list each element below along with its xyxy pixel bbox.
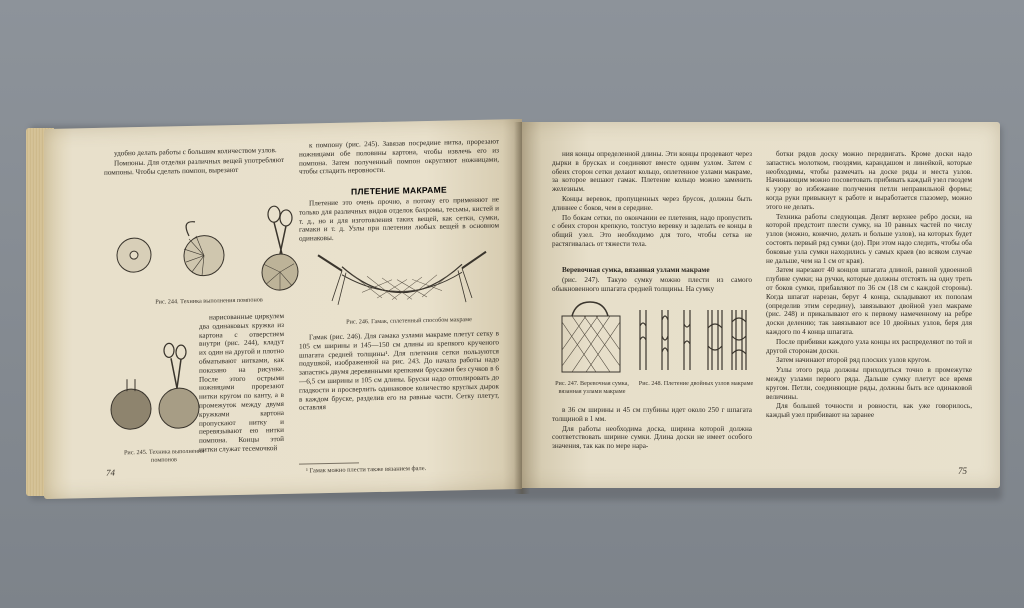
right-col2-p6: Узлы этого ряда должны приходиться точно в промежутке между узлами первого ряда. Дальше сумку плетут все время кругом. Петли, соединяющие ряды, должны быть все одинаковой величины.	[766, 366, 972, 401]
right-col1-p5: в 36 см ширины и 45 см глубины идет около 250 г шпагата толщиной в 1 мм.	[552, 406, 752, 423]
caption-246: Рис. 246. Гамак, сплетенный способом макраме	[346, 316, 472, 326]
caption-248: Рис. 248. Плетение двойных узлов макраме	[638, 380, 754, 387]
right-col1-bottom	[552, 406, 752, 462]
right-col2-p1: ботки рядов доску можно передвигать. Кроме доски надо запастись молотком, гвоздями, карандашом и линейкой, которые необходимы, чтобы размечать на доске ряды и места узлов. Начинающим можно посоветовать прибивать каждый узел гвоздем к узору во избежание получения петли неправильной формы; когда руки привыкнут к работе и выработается глазомер, можно этого не делать.	[766, 150, 972, 211]
caption-244: Рис. 244. Техника выполнения помпонов	[155, 296, 263, 306]
footnote: ¹ Гамак можно плести также вязанием фале.	[306, 465, 427, 475]
right-col1-p4: (рис. 247). Такую сумку можно плести из самого обыкновенного шпагата средней толщины. На сумку	[552, 276, 752, 293]
left-col2-p1: к помпону (рис. 245). Завязав посредине нитка, прорезают ножницами обе половины картона, чтобы извлечь его из помпона. Затем полученный помпон округляют ножницами, чтобы сгладить неровности.	[299, 137, 499, 177]
page-number-right: 75	[958, 466, 967, 476]
fig-246-hammock	[312, 246, 492, 320]
right-col2-p3: Затем нарезают 40 концов шпагата длиной, равной удвоенной глубине сумки; на ручки, которые должны отстоять на одну треть от боков сумки, прибавляют по 36 см (18 см с каждой стороны). Когда шпагат нарезан, берут 4 конца, складывают их пополам (определив этим середину), завязывают двойной узел макраме (рис. 248) и прикалывают его к первому намеченному на ребре доски делению; так завязывают все 10 двойных узлов, беря для каждого по 4 конца шпагата.	[766, 266, 972, 336]
right-col2-p5: Затем начинают второй ряд плоских узлов кругом.	[776, 356, 931, 365]
right-col1-p6: Для работы необходима доска, ширина которой должна соответствовать ширине сумки. Длина доски не имеет особого значения, так как по мере нара-	[552, 424, 752, 451]
left-page	[44, 119, 522, 499]
right-col1-p3: По бокам сетки, по окончании ее плетения, надо пропустить с обеих сторон крепкую, толстую веревку и заделать ее концы в общий узел. Это необходимо для того, чтобы сетка не растягивалась от тяжести тела.	[552, 213, 752, 248]
open-book	[26, 118, 1006, 498]
left-col2-mid	[299, 195, 499, 245]
right-col1-p2: Концы веревок, пропущенных через брусок, должны быть длиннее с боков, чем в середине.	[552, 194, 752, 212]
left-col1-bottom	[199, 312, 284, 464]
right-subheading: Веревочная сумка, вязанная узлами макраме	[562, 266, 710, 274]
page-number-left: 74	[106, 467, 115, 478]
caption-247: Рис. 247. Веревочная сумка, вязанная узлами макраме	[555, 380, 629, 395]
right-col2-p4: После прибивки каждого узла концы их распределяют по той и другой сторонам доски.	[766, 337, 972, 355]
left-col2-p3: Гамак (рис. 246). Для гамака узлами макраме плетут сетку в 105 см ширины и 145—150 см длины из крепкого крученого шпагата средней толщины¹. Для плетения сетки пользуются подушкой, изображенной на рис. 243. До начала работы надо запастись двумя деревянными крепкими брусками без сучков в 6—6,5 см ширины и 105 см длины. Бруски надо отполировать до гладкости и просверлить одинаковое количество круглых дырок в каждом бруске, разделив его на равные части. Сетку плетут, оставляя	[299, 329, 499, 413]
fig-247-macrame-bag	[556, 300, 626, 380]
left-col1-p2: Помпоны. Для отделки различных вещей употребляют помпоны. Чтобы сделать помпон, вырезают	[104, 155, 284, 177]
left-col1-p3: нарисованные циркулем два одинаковых кружка из картона с отверстием внутри (рис. 244), кладут их один на другой и плотно обматывают нитками, как показано на рисунке. После этого острыми ножницами прорезают нитки кругом по канту, а в промежуток между двумя кружками картона пропускают нитку и перевязывают ею нитки помпона. Концы этой нитки служат тесемочкой	[199, 311, 284, 454]
section-heading: ПЛЕТЕНИЕ МАКРАМЕ	[351, 184, 447, 197]
fig-245-pompom-result	[109, 338, 199, 450]
right-col2-p2: Техника работы следующая. Делят верхнее ребро доски, на которой предстоит плести сумку, на 10 равных частей по числу узлов (можно, конечно, делать и больше узлов), на которых будет состоять первый ряд сумки (до). При этом надо следить, чтобы оба боковые узла сумки находились у самых краев (во всяком случае не дальше, чем на 1 см от края).	[766, 212, 972, 265]
fig-244-pompom-technique	[104, 192, 294, 306]
fig-248-double-knots	[634, 306, 754, 376]
right-col2-p7: Для большей точности и ровности, как уже говорилось, каждый узел прибивают на заранее	[766, 402, 972, 420]
right-col1-p1: ния концы определенной длины. Эти концы продевают через дырки в брусках и соединяют вместе одним узлом. Затем с обеих сторон сетки делают кольцо, оплетенное узлами макраме, за которое вешают гамак. Плетение кольцо можно заменить железным.	[552, 150, 752, 194]
right-col1-top	[552, 150, 752, 270]
left-col2-p2: Плетение это очень прочно, а потому его применяют не только для различных видов отделок бахромы, тесьмы, кистей и т. д., но и для изготовления таких вещей, как сетки, сумки, гамаки и т. д. Узлы при плетении любых вещей в основном одинаковы.	[299, 195, 499, 243]
footnote-rule	[299, 462, 359, 464]
caption-245: Рис. 245. Техника выполнения помпонов	[123, 447, 205, 464]
left-col2-bottom	[299, 329, 499, 461]
left-col1-p1: удобно делать работы с большим количеством узлов.	[114, 146, 277, 158]
right-page	[522, 122, 1000, 488]
left-col2-top	[299, 137, 499, 181]
right-col2	[766, 150, 972, 464]
